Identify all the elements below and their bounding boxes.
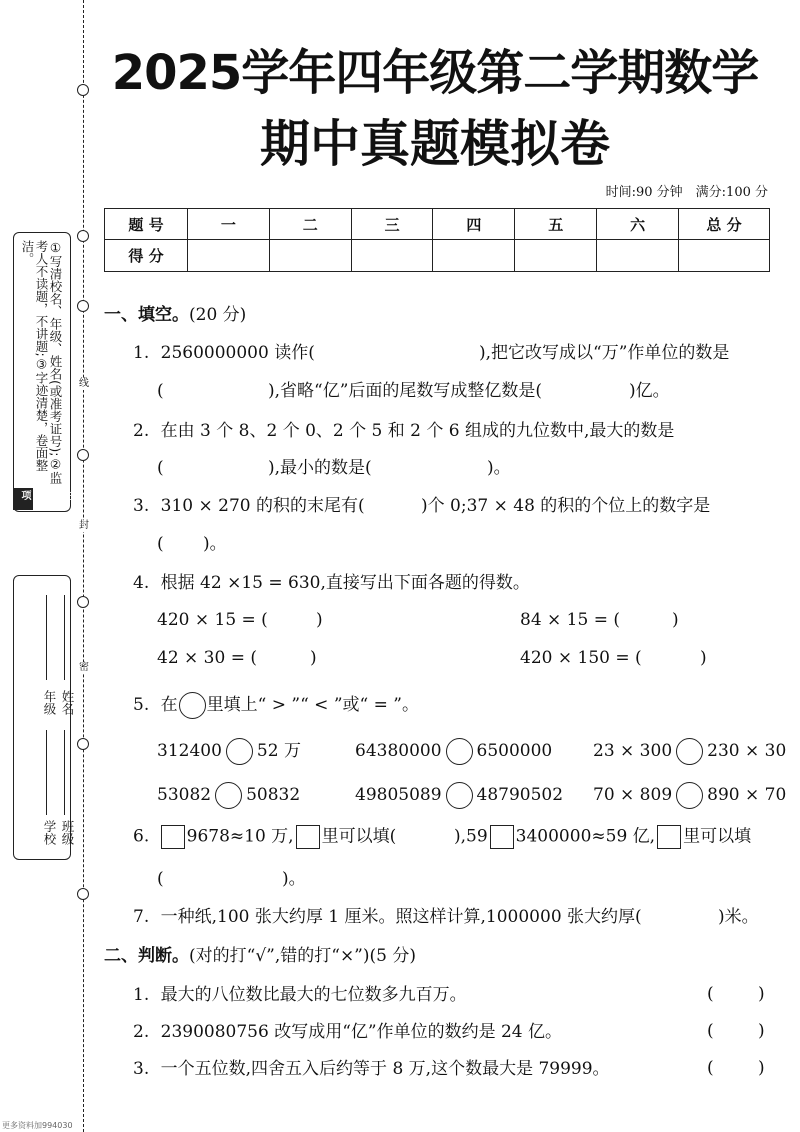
- q4-line1: 4. 根据 42 ×15 = 630,直接写出下面各题的得数。: [133, 573, 530, 593]
- binding-hole: [77, 84, 89, 96]
- q5-compare-6: 70 × 809 890 × 70: [593, 782, 786, 809]
- school-label: 学校: [42, 820, 57, 845]
- header-cell: 四: [433, 209, 515, 240]
- school-field[interactable]: [46, 730, 47, 815]
- q7-line1-end: )米。: [718, 907, 759, 927]
- time-score-info: 时间:90 分钟 满分:100 分: [605, 185, 768, 200]
- judge-item-2: 2. 2390080756 改写成用“亿”作单位的数约是 24 亿。: [133, 1022, 563, 1042]
- footer-note: 更多资料加994030: [2, 1121, 73, 1130]
- binding-hole: [77, 738, 89, 750]
- judge-answer-3[interactable]: (: [707, 1058, 714, 1078]
- judge-answer-3-close: ): [758, 1058, 765, 1078]
- q5-compare-1: 312400 52 万: [157, 738, 301, 765]
- judge-item-3: 3. 一个五位数,四舍五入后约等于 8 万,这个数最大是 79999。: [133, 1059, 610, 1079]
- q3-line2: (: [157, 534, 164, 554]
- score-cell[interactable]: [188, 240, 270, 272]
- section2-heading: 二、判断。(对的打“√”,错的打“×”)(5 分): [104, 946, 416, 966]
- q7-line1: 7. 一种纸,100 张大约厚 1 厘米。照这样计算,1000000 张大约厚(: [133, 907, 642, 927]
- compare-circle[interactable]: [446, 782, 473, 809]
- notice-text: ①写清校名、年级、姓名(或准考证号);②监考人不读题，不讲题;③字迹清楚，卷面整洁。: [20, 240, 63, 484]
- q6-line1: 6. 9678≈10 万, 里可以填(: [133, 825, 396, 849]
- header-cell: 题 号: [105, 209, 188, 240]
- row-label: 得 分: [105, 240, 188, 272]
- header-cell: 五: [515, 209, 597, 240]
- q5-compare-5: 49805089 48790502: [355, 782, 563, 809]
- name-field[interactable]: [64, 595, 65, 680]
- q1-line1-rest: ),把它改写成以“万”作单位的数是: [479, 343, 730, 363]
- q5-compare-2: 64380000 6500000: [355, 738, 552, 765]
- q4-item-2: 84 × 15 = (: [520, 610, 620, 630]
- compare-circle[interactable]: [676, 782, 703, 809]
- class-label: 班级: [60, 820, 75, 845]
- header-cell: 一: [188, 209, 270, 240]
- compare-circle[interactable]: [226, 738, 253, 765]
- q2-line1: 2. 在由 3 个 8、2 个 0、2 个 5 和 2 个 6 组成的九位数中,最大的数是: [133, 421, 675, 441]
- example-circle: [179, 692, 206, 719]
- q1-line1: 1. 2560000000 读作(: [133, 343, 315, 363]
- judge-answer-2[interactable]: (: [707, 1021, 714, 1041]
- q4-item-3: 42 × 30 = (: [157, 648, 257, 668]
- grade-field[interactable]: [46, 595, 47, 680]
- q3-line2-end: )。: [203, 534, 227, 554]
- q4-item-4-close: ): [700, 648, 707, 668]
- q1-line2: (: [157, 381, 164, 401]
- q5-compare-4: 53082 50832: [157, 782, 300, 809]
- q2-line2: (: [157, 458, 164, 478]
- judge-answer-2-close: ): [758, 1021, 765, 1041]
- exam-title-line2: 期中真题模拟卷: [260, 115, 610, 173]
- q4-item-1-close: ): [316, 610, 323, 630]
- blank-square[interactable]: [490, 825, 514, 849]
- judge-answer-1-close: ): [758, 984, 765, 1004]
- section1-heading: 一、填空。(20 分): [104, 305, 247, 325]
- q4-item-4: 420 × 150 = (: [520, 648, 642, 668]
- score-cell[interactable]: [433, 240, 515, 272]
- q1-line2-end: )亿。: [629, 381, 670, 401]
- blank-square[interactable]: [296, 825, 320, 849]
- score-cell[interactable]: [515, 240, 597, 272]
- score-cell[interactable]: [269, 240, 351, 272]
- binding-hole: [77, 300, 89, 312]
- class-field[interactable]: [64, 730, 65, 815]
- grade-label: 年级: [42, 690, 57, 715]
- q3-line1: 3. 310 × 270 的积的末尾有(: [133, 496, 365, 516]
- header-cell: 六: [597, 209, 679, 240]
- name-label: 姓名: [60, 690, 75, 715]
- q4-item-1: 420 × 15 = (: [157, 610, 268, 630]
- q6-line2-end: )。: [282, 869, 306, 889]
- binding-dashed-line: [83, 0, 84, 1132]
- score-cell[interactable]: [679, 240, 770, 272]
- q5-line1: 5. 在 里填上“ > ”“ < ”或“ = ”。: [133, 692, 419, 719]
- binding-hole: [77, 888, 89, 900]
- notice-label: 注意事项: [13, 488, 33, 510]
- compare-circle[interactable]: [446, 738, 473, 765]
- score-table-score-row: [105, 240, 770, 272]
- binding-hole: [77, 230, 89, 242]
- cut-mark-seal: 封: [79, 520, 89, 531]
- cut-mark-secret: 密: [79, 662, 89, 673]
- header-cell: 二: [269, 209, 351, 240]
- binding-hole: [77, 449, 89, 461]
- judge-answer-1[interactable]: (: [707, 984, 714, 1004]
- q3-line1-rest: )个 0;37 × 48 的积的个位上的数字是: [421, 496, 711, 516]
- blank-square[interactable]: [657, 825, 681, 849]
- compare-circle[interactable]: [215, 782, 242, 809]
- score-table: [104, 208, 770, 272]
- compare-circle[interactable]: [676, 738, 703, 765]
- q4-item-3-close: ): [310, 648, 317, 668]
- exam-title-line1: 2025学年四年级第二学期数学: [111, 45, 759, 101]
- q6-line2: (: [157, 869, 164, 889]
- q5-compare-3: 23 × 300 230 × 30: [593, 738, 786, 765]
- student-info-box: [13, 575, 71, 860]
- cut-mark-line: 线: [79, 378, 89, 389]
- judge-item-1: 1. 最大的八位数比最大的七位数多九百万。: [133, 985, 467, 1005]
- binding-hole: [77, 596, 89, 608]
- header-cell: 三: [351, 209, 433, 240]
- score-table-header-row: [105, 209, 770, 240]
- q2-line2-end: )。: [487, 458, 511, 478]
- q4-item-2-close: ): [672, 610, 679, 630]
- blank-square[interactable]: [161, 825, 185, 849]
- score-cell[interactable]: [597, 240, 679, 272]
- q6-line1-mid: ),59 3400000≈59 亿, 里可以填: [454, 825, 751, 849]
- header-cell: 总 分: [679, 209, 770, 240]
- score-cell[interactable]: [351, 240, 433, 272]
- q2-line2-mid: ),最小的数是(: [268, 458, 372, 478]
- q1-line2-mid: ),省略“亿”后面的尾数写成整亿数是(: [268, 381, 543, 401]
